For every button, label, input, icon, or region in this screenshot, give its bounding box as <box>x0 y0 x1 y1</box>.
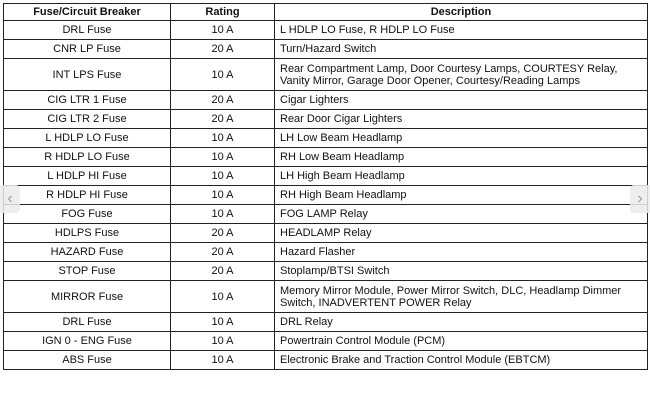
cell-description: RH High Beam Headlamp <box>275 186 648 205</box>
cell-description: RH Low Beam Headlamp <box>275 148 648 167</box>
cell-fuse: CIG LTR 2 Fuse <box>4 110 171 129</box>
cell-rating: 10 A <box>171 21 275 40</box>
table-row <box>4 262 648 281</box>
cell-fuse: DRL Fuse <box>4 313 171 332</box>
header-rating: Rating <box>171 4 275 21</box>
table-row <box>4 167 648 186</box>
cell-description: FOG LAMP Relay <box>275 205 648 224</box>
cell-rating: 20 A <box>171 40 275 59</box>
cell-description: HEADLAMP Relay <box>275 224 648 243</box>
cell-fuse: MIRROR Fuse <box>4 281 171 313</box>
cell-rating: 20 A <box>171 224 275 243</box>
table-row <box>4 205 648 224</box>
table-row <box>4 313 648 332</box>
cell-fuse: ABS Fuse <box>4 351 171 370</box>
table-row <box>4 281 648 313</box>
table-row <box>4 351 648 370</box>
cell-description: Stoplamp/BTSI Switch <box>275 262 648 281</box>
table-row <box>4 332 648 351</box>
cell-description: Memory Mirror Module, Power Mirror Switch, DLC, Headlamp Dimmer Switch, INADVERTENT POWER Relay <box>275 281 648 313</box>
cell-fuse: CNR LP Fuse <box>4 40 171 59</box>
cell-fuse: STOP Fuse <box>4 262 171 281</box>
previous-button[interactable] <box>0 185 20 213</box>
cell-rating: 10 A <box>171 186 275 205</box>
cell-fuse: DRL Fuse <box>4 21 171 40</box>
cell-description: LH Low Beam Headlamp <box>275 129 648 148</box>
cell-fuse: R HDLP LO Fuse <box>4 148 171 167</box>
chevron-right-icon: › <box>637 190 643 207</box>
cell-description: Hazard Flasher <box>275 243 648 262</box>
table-row <box>4 186 648 205</box>
cell-rating: 20 A <box>171 110 275 129</box>
cell-description: Electronic Brake and Traction Control Module (EBTCM) <box>275 351 648 370</box>
table-row <box>4 110 648 129</box>
cell-fuse: FOG Fuse <box>4 205 171 224</box>
cell-description: Rear Door Cigar Lighters <box>275 110 648 129</box>
cell-rating: 10 A <box>171 351 275 370</box>
next-button[interactable] <box>630 185 650 213</box>
table-row <box>4 148 648 167</box>
table-row <box>4 243 648 262</box>
cell-description: Powertrain Control Module (PCM) <box>275 332 648 351</box>
header-fuse: Fuse/Circuit Breaker <box>4 4 171 21</box>
cell-fuse: L HDLP LO Fuse <box>4 129 171 148</box>
cell-rating: 20 A <box>171 243 275 262</box>
cell-rating: 10 A <box>171 59 275 91</box>
cell-rating: 20 A <box>171 91 275 110</box>
table-row <box>4 59 648 91</box>
table-row <box>4 40 648 59</box>
cell-description: LH High Beam Headlamp <box>275 167 648 186</box>
cell-rating: 10 A <box>171 205 275 224</box>
cell-fuse: HDLPS Fuse <box>4 224 171 243</box>
cell-fuse: HAZARD Fuse <box>4 243 171 262</box>
cell-fuse: L HDLP HI Fuse <box>4 167 171 186</box>
cell-description: L HDLP LO Fuse, R HDLP LO Fuse <box>275 21 648 40</box>
cell-rating: 10 A <box>171 167 275 186</box>
cell-description: Turn/Hazard Switch <box>275 40 648 59</box>
cell-rating: 10 A <box>171 129 275 148</box>
cell-description: Rear Compartment Lamp, Door Courtesy Lamps, COURTESY Relay, Vanity Mirror, Garage Door Opener, Courtesy/Reading Lamps <box>275 59 648 91</box>
cell-rating: 10 A <box>171 281 275 313</box>
fuse-table <box>3 3 648 370</box>
cell-rating: 10 A <box>171 332 275 351</box>
cell-fuse: INT LPS Fuse <box>4 59 171 91</box>
cell-description: DRL Relay <box>275 313 648 332</box>
cell-fuse: IGN 0 - ENG Fuse <box>4 332 171 351</box>
table-row <box>4 21 648 40</box>
cell-description: Cigar Lighters <box>275 91 648 110</box>
header-row <box>4 4 648 21</box>
cell-fuse: R HDLP HI Fuse <box>4 186 171 205</box>
table-row <box>4 224 648 243</box>
table-row <box>4 91 648 110</box>
table-row <box>4 129 648 148</box>
cell-rating: 10 A <box>171 148 275 167</box>
cell-rating: 10 A <box>171 313 275 332</box>
cell-fuse: CIG LTR 1 Fuse <box>4 91 171 110</box>
header-description: Description <box>275 4 648 21</box>
cell-rating: 20 A <box>171 262 275 281</box>
chevron-left-icon: ‹ <box>7 190 13 207</box>
